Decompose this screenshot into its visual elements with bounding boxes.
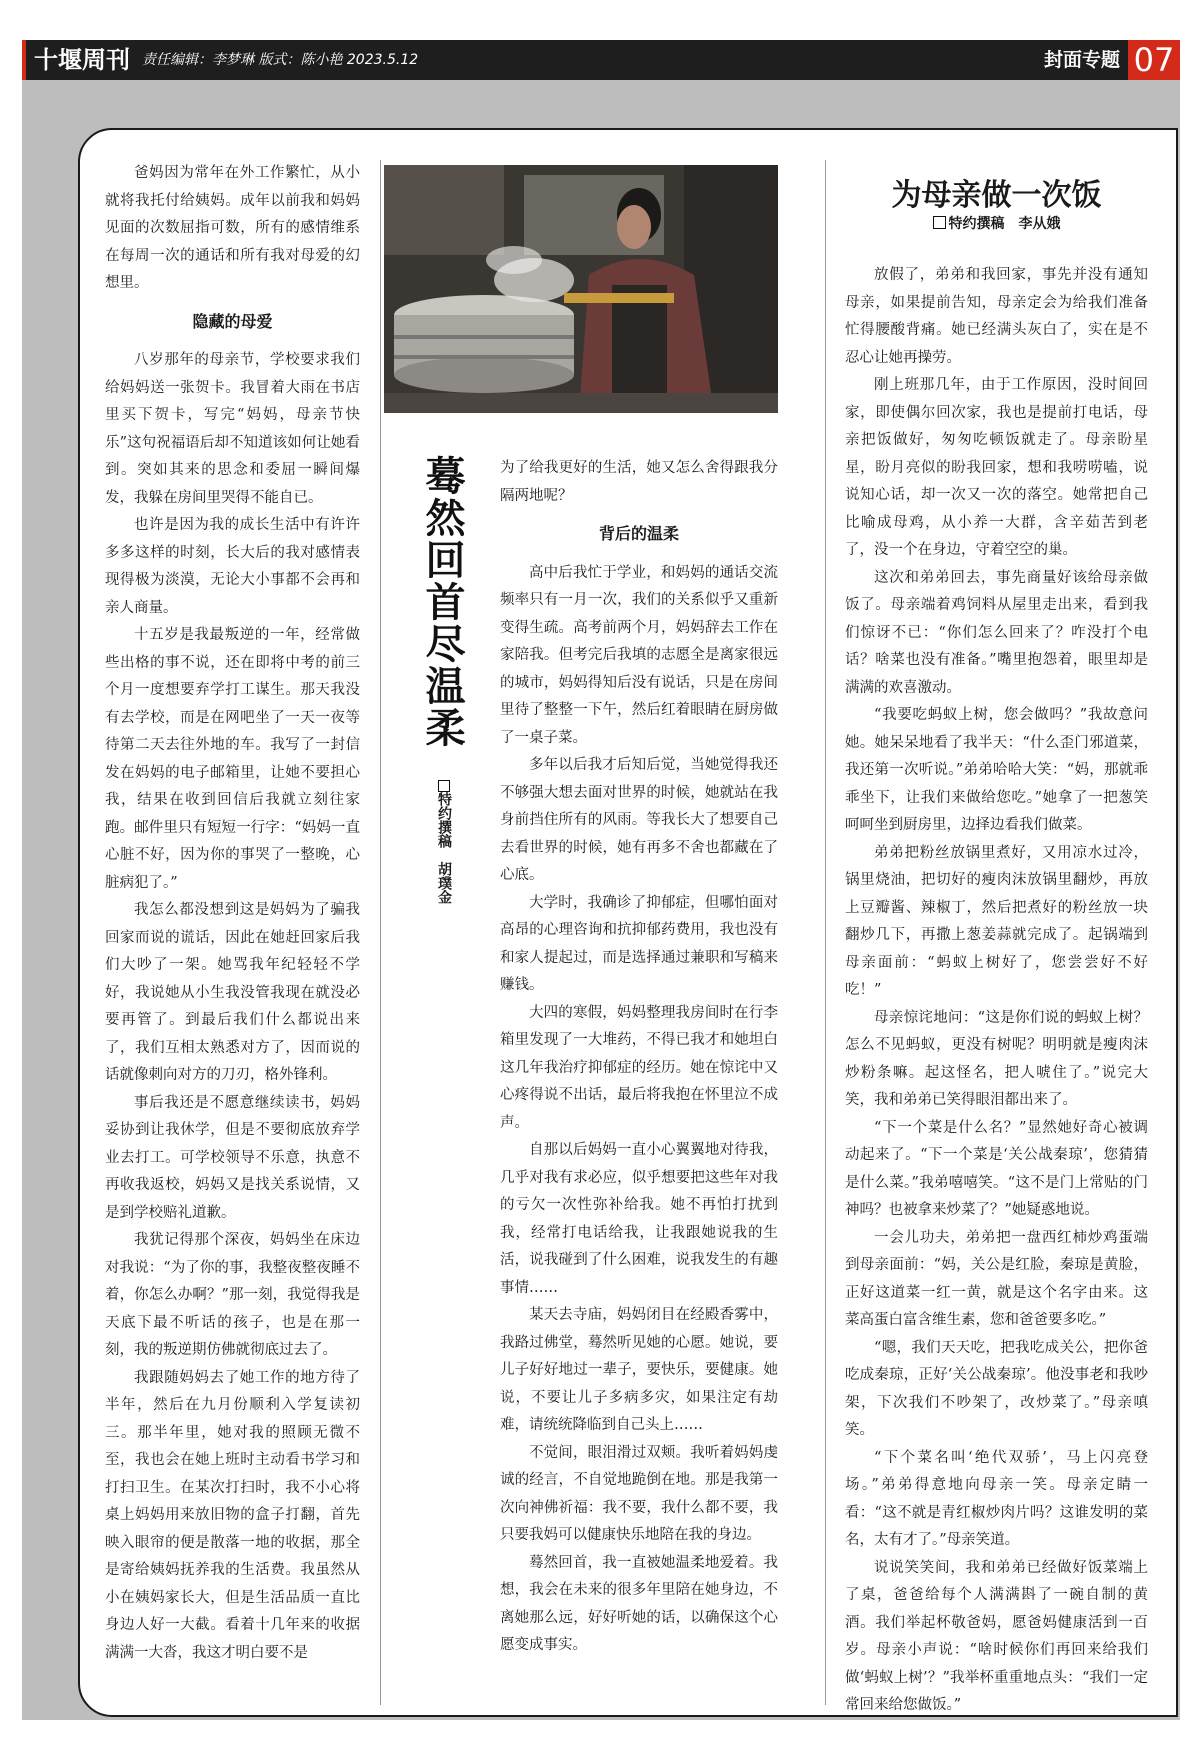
paragraph: 爸妈因为常年在外工作繁忙，从小就将我托付给姨妈。成年以前我和妈妈见面的次数屈指可数，所有的感情维系在每周一次的通话和所有我对母爱的幻想里。 (105, 165, 360, 291)
paragraph: 一会儿功夫，弟弟把一盘西红柿炒鸡蛋端到母亲面前：“妈，关公是红脸，秦琼是黄脸，正好这道菜一红一黄，就是这个名字由来。这菜高蛋白富含维生素，您和爸爸要多吃。” (845, 1229, 1148, 1328)
byline-prefix: 特约撰稿 (436, 792, 452, 848)
section-label: 封面专题 (1043, 49, 1120, 71)
paragraph: 八岁那年的母亲节，学校要求我们给妈妈送一张贺卡。我冒着大雨在书店里买下贺卡，写完“妈妈，母亲节快乐”这句祝福语后却不知道该如何让她看到。突如其来的思念和委屈一瞬间爆发，我躲在房间里哭得不能自已。 (105, 352, 360, 506)
byline-author: 胡璞金 (436, 862, 452, 904)
column-divider (825, 160, 826, 1705)
byline-vertical (434, 780, 454, 904)
byline-author: 李从娥 (1018, 216, 1061, 232)
left-article-column-2 (500, 455, 778, 1660)
paragraph: 说说笑笑间，我和弟弟已经做好饭菜端上了桌，爸爸给每个人满满斟了一碗自制的黄酒。我们举起杯敬爸妈，愿爸妈健康活到一百岁。母亲小声说：“啥时候你们再回来给我们做‘蚂蚁上树’？”我举杯重重地点头：“我们一定常回来给您做饭。” (845, 1559, 1148, 1713)
paragraph: 大四的寒假，妈妈整理我房间时在行李箱里发现了一大堆药，不得已我才和她坦白这几年我治疗抑郁症的经历。她在惊诧中又心疼得说不出话，最后将我抱在怀里泣不成声。 (500, 1004, 778, 1131)
left-article-column-1 (105, 160, 360, 1667)
paragraph: 大学时，我确诊了抑郁症，但哪怕面对高昂的心理咨询和抗抑郁药费用，我也没有和家人提起过，而是选择通过兼职和写稿来赚钱。 (500, 894, 778, 993)
byline-box-icon (933, 216, 946, 229)
paragraph: 某天去寺庙，妈妈闭目在经殿香雾中，我路过佛堂，蓦然听见她的心愿。她说，要儿子好好地过一辈子，要快乐，要健康。她说，不要让儿子多病多灾，如果注定有劫难，请统统降临到自己头上…… (500, 1307, 778, 1433)
paragraph: 不觉间，眼泪滑过双颊。我听着妈妈虔诚的经言，不自觉地跪倒在地。那是我第一次向神佛祈福：我不要，我什么都不要，我只要我妈可以健康快乐地陪在我的身边。 (500, 1444, 778, 1543)
paragraph: “下一个菜是什么名？”显然她好奇心被调动起来了。“下一个菜是‘关公战秦琼’，您猜猜是什么菜。”我弟嘻嘻笑。“这不是门上常贴的门神吗？也被拿来炒菜了？”她疑惑地说。 (845, 1119, 1148, 1218)
paragraph: 事后我还是不愿意继续读书，妈妈妥协到让我休学，但是不要彻底放弃学业去打工。可学校领导不乐意，执意不再收我返校，妈妈又是找关系说情，又是到学校赔礼道歉。 (105, 1094, 360, 1221)
paragraph: 我犹记得那个深夜，妈妈坐在床边对我说：“为了你的事，我整夜整夜睡不着，你怎么办啊？”那一刻，我觉得我是天底下最不听话的孩子，也是在那一刻，我的叛逆期仿佛就彻底过去了。 (105, 1232, 360, 1358)
paragraph: 蓦然回首，我一直被她温柔地爱着。我想，我会在未来的很多年里陪在她身边，不离她那么远，好好听她的话，以确保这个心愿变成事实。 (500, 1554, 778, 1653)
paragraph-continued: 为了给我更好的生活，她又怎么舍得跟我分隔两地呢？ (500, 460, 778, 504)
subheading-gentleness-behind: 背后的温柔 (598, 524, 679, 543)
article-title-vertical: 蓦然回首尽温柔 (419, 455, 466, 749)
right-article-column (845, 262, 1148, 1720)
photo-mother-cooking (384, 165, 778, 413)
paragraph: 我跟随妈妈去了她工作的地方待了半年，然后在九月份顺利入学复读初三。那半年里，她对我的照顾无微不至，我也会在她上班时主动看书学习和打扫卫生。在某次打扫时，我不小心将桌上妈妈用来放旧物的盒子打翻，首先映入眼帘的便是散落一地的收据，那全是寄给姨妈抚养我的生活费。我虽然从小在姨妈家长大，但是生活品质一直比身边人好一大截。看着十几年来的收据满满一大沓，我这才明白要不是 (105, 1369, 360, 1661)
paragraph: 高中后我忙于学业，和妈妈的通话交流频率只有一月一次，我们的关系似乎又重新变得生疏。高考前两个月，妈妈辞去工作在家陪我。但考完后我填的志愿全是离家很远的城市，妈妈得知后没有说话，只是在房间里待了整整一下午，然后红着眼睛在厨房做了一桌子菜。 (500, 564, 778, 746)
byline (845, 213, 1148, 233)
editor-credits: 责任编辑：李梦琳 版式：陈小艳 2023.5.12 (142, 52, 419, 68)
page-number: 07 (1128, 40, 1180, 80)
paragraph: 母亲惊诧地问：“这是你们说的蚂蚁上树？怎么不见蚂蚁，更没有树呢？明明就是瘦肉沫炒粉条嘛。起这怪名，把人唬住了。”说完大笑，我和弟弟已笑得眼泪都出来了。 (845, 1009, 1148, 1108)
column-divider (380, 160, 381, 1705)
page-header (22, 40, 1180, 80)
paragraph: 自那以后妈妈一直小心翼翼地对待我，几乎对我有求必应，似乎想要把这些年对我的亏欠一次性弥补给我。她不再怕打扰到我，经常打电话给我，让我跟她说我的生活，说我碰到了什么困难，说我发生的有趣事情…… (500, 1142, 778, 1296)
paragraph: “嗯，我们天天吃，把我吃成关公，把你爸吃成秦琼，正好‘关公战秦琼’。他没事老和我吵架，下次我们不吵架了，改炒菜了。”母亲嗔笑。 (845, 1339, 1148, 1438)
paragraph: 弟弟把粉丝放锅里煮好，又用凉水过冷，锅里烧油，把切好的瘦肉沫放锅里翻炒，再放上豆瓣酱、辣椒丁，然后把煮好的粉丝放一块翻炒几下，再撒上葱姜蒜就完成了。起锅端到母亲面前：“蚂蚁上树好了，您尝尝好不好吃！” (845, 844, 1148, 998)
paragraph: 我怎么都没想到这是妈妈为了骗我回家而说的谎话，因此在她赶回家后我们大吵了一架。她骂我年纪轻轻不学好，我说她从小生我没管我现在就没必要再管了。到最后我们什么都说出来了，我们互相太熟悉对方了，因而说的话就像刺向对方的刀刃，格外锋利。 (105, 902, 360, 1083)
paragraph: 刚上班那几年，由于工作原因，没时间回家，即使偶尔回次家，我也是提前打电话，母亲把饭做好，匆匆吃顿饭就走了。母亲盼星星，盼月亮似的盼我回家，想和我唠唠嗑，说说知心话，却一次又一次的落空。她常把自己比喻成母鸡，从小养一大群，含辛茹苦到老了，没一个在身边，守着空空的巢。 (845, 377, 1148, 558)
masthead: 十堰周刊 (22, 40, 138, 80)
paragraph: 多年以后我才后知后觉，当她觉得我还不够强大想去面对世界的时候，她就站在我身前挡住所有的风雨。等我长大了想要自己去看世界的时候，她有再多不舍也都藏在了心底。 (500, 757, 778, 883)
paragraph: “我要吃蚂蚁上树，您会做吗？”我故意问她。她呆呆地看了我半天：“什么歪门邪道菜，我还第一次听说。”弟弟哈哈大笑：“妈，那就乖乖坐下，让我们来做给您吃。”她拿了一把葱笑呵呵坐到厨房里，边择边看我们做菜。 (845, 707, 1148, 833)
photo-illustration (384, 165, 778, 413)
paragraph: 这次和弟弟回去，事先商量好该给母亲做饭了。母亲端着鸡饲料从屋里走出来，看到我们惊讶不已：“你们怎么回来了？咋没打个电话？啥菜也没有准备。”嘴里抱怨着，眼里却是满满的欢喜激动。 (845, 569, 1148, 696)
byline-box-icon (438, 780, 450, 792)
paragraph: “下个菜名叫‘绝代双骄’，马上闪亮登场。”弟弟得意地向母亲一笑。母亲定睛一看：“这不就是青红椒炒肉片吗？这谁发明的菜名，太有才了。”母亲笑道。 (845, 1449, 1148, 1548)
article-title: 为母亲做一次饭 (891, 178, 1102, 213)
paragraph: 十五岁是我最叛逆的一年，经常做些出格的事不说，还在即将中考的前三个月一度想要弃学打工谋生。那天我没有去学校，而是在网吧坐了一天一夜等待第二天去往外地的车。我写了一封信发在妈妈的电子邮箱里，让她不要担心我，结果在收到回信后我就立刻往家跑。邮件里只有短短一行字：“妈妈一直心脏不好，因为你的事哭了一整晚，心脏病犯了。” (105, 627, 360, 891)
byline-prefix: 特约撰稿 (948, 216, 1005, 232)
subheading-hidden-love: 隐藏的母爱 (192, 311, 273, 331)
paragraph: 也许是因为我的成长生活中有许许多多这样的时刻，长大后的我对感情表现得极为淡漠，无论大小事都不会再和亲人商量。 (105, 517, 360, 616)
paragraph: 放假了，弟弟和我回家，事先并没有通知母亲，如果提前告知，母亲定会为给我们准备忙得腰酸背痛。她已经满头灰白了，实在是不忍心让她再操劳。 (845, 267, 1148, 366)
